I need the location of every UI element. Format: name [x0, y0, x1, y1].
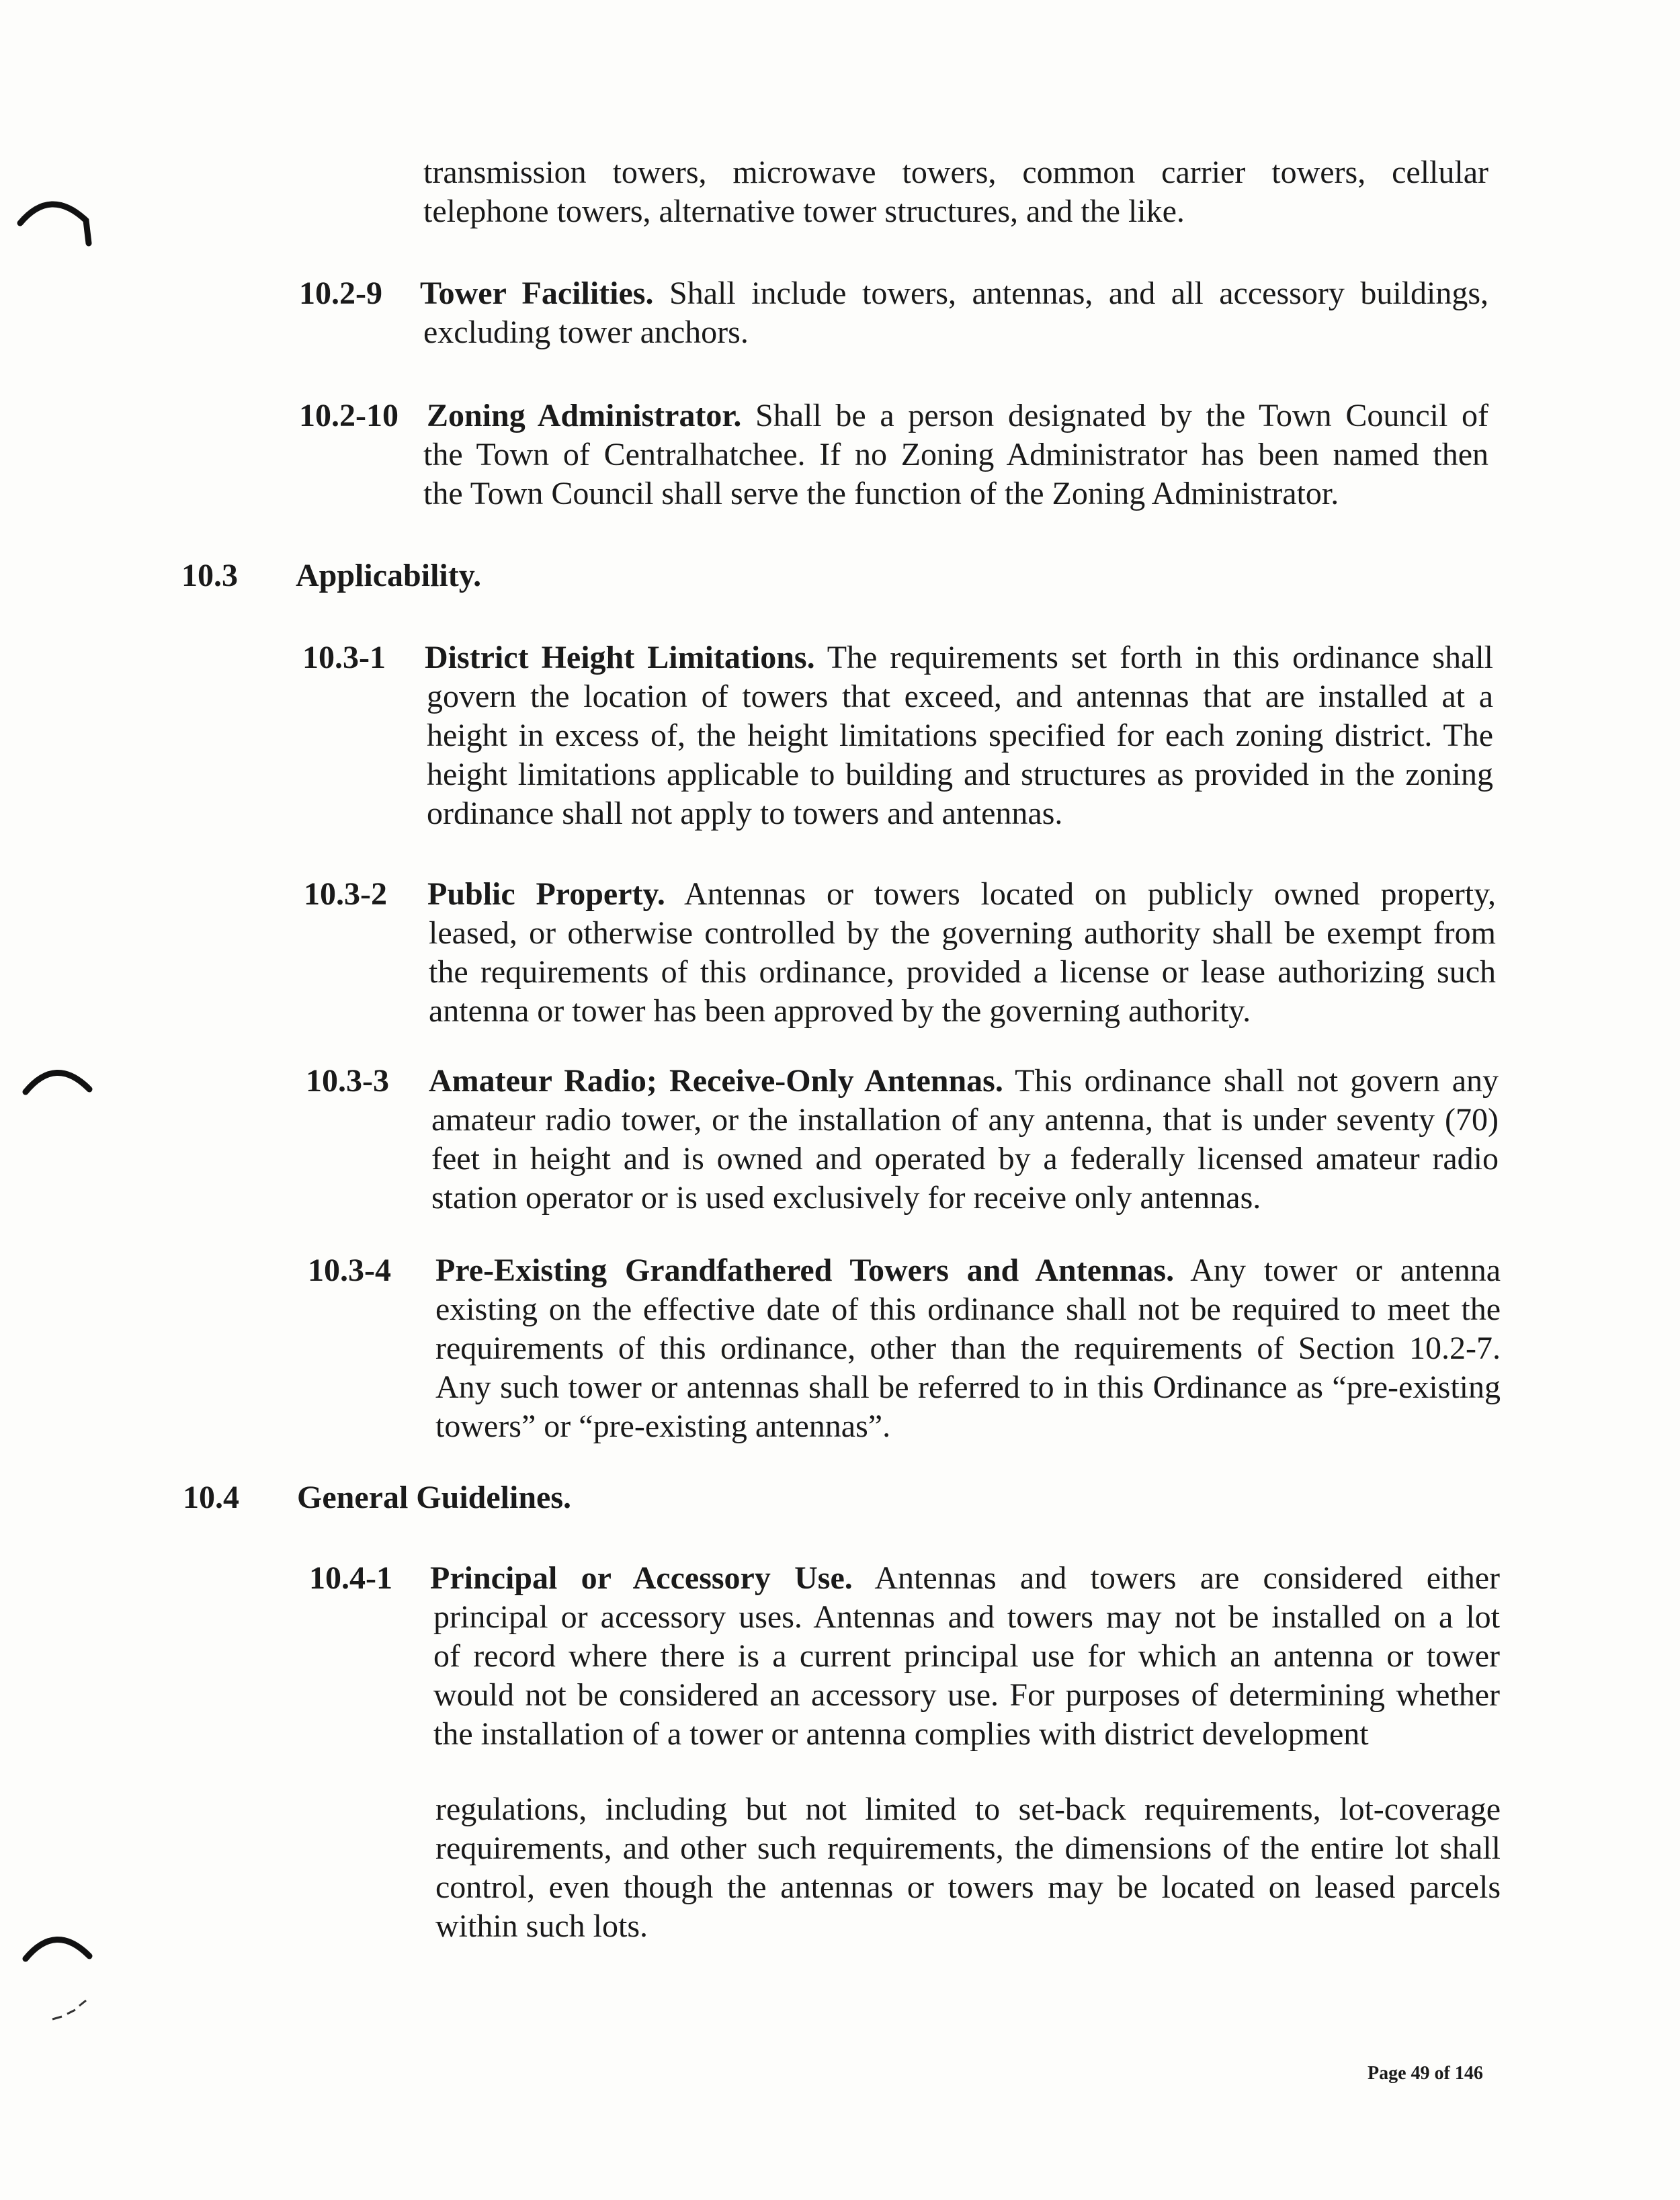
item-line: govern the location of towers that exceed, and antennas that are installed at a — [427, 679, 1493, 714]
item-text: Antennas or towers located on publicly owned property, — [683, 876, 1496, 912]
item-line: feet in height and is owned and operated by a federally licensed amateur radio — [431, 1141, 1499, 1177]
item-line: height limitations applicable to building and structures as provided in the zoning — [427, 757, 1493, 792]
item-text: This ordinance shall not govern any — [1015, 1063, 1499, 1099]
item-number: 10.3-2 — [304, 876, 387, 912]
section-title: Applicability. — [296, 558, 482, 593]
item-term: Principal or Accessory Use. — [430, 1560, 853, 1596]
item-first-line — [427, 396, 1488, 435]
continuation-line: requirements, and other such requirements, the dimensions of the entire lot shall — [435, 1830, 1501, 1866]
section-number: 10.4 — [183, 1480, 239, 1515]
item-first-line — [429, 1062, 1499, 1101]
item-line: antenna or tower has been approved by the governing authority. — [429, 993, 1251, 1029]
item-text: Shall be a person designated by the Town Council of — [755, 398, 1489, 433]
item-line: requirements of this ordinance, other than the requirements of Section 10.2-7. — [435, 1330, 1501, 1366]
item-number: 10.2-9 — [299, 276, 382, 311]
item-line: Any such tower or antennas shall be referred to in this Ordinance as “pre-existing — [435, 1369, 1501, 1405]
item-first-line — [420, 274, 1488, 313]
item-text: Any tower or antenna — [1190, 1253, 1501, 1288]
item-line: principal or accessory uses. Antennas and towers may not be installed on a lot — [433, 1599, 1500, 1635]
continuation-line: regulations, including but not limited to set-back requirements, lot-coverage — [435, 1791, 1501, 1827]
item-first-line — [425, 638, 1493, 677]
item-line: the installation of a tower or antenna complies with district development — [433, 1716, 1369, 1752]
item-line: of record where there is a current principal use for which an antenna or tower — [433, 1638, 1500, 1674]
item-line: station operator or is used exclusively for receive only antennas. — [431, 1180, 1261, 1216]
item-number: 10.3-4 — [308, 1253, 391, 1288]
continuation-line: control, even though the antennas or towers may be located on leased parcels — [435, 1869, 1501, 1905]
item-number: 10.3-1 — [302, 640, 386, 675]
item-line: the Town Council shall serve the function of the Zoning Administrator. — [423, 476, 1339, 511]
item-line: height in excess of, the height limitations specified for each zoning district. The — [427, 718, 1493, 753]
item-first-line — [435, 1251, 1501, 1290]
item-number: 10.4-1 — [309, 1560, 392, 1596]
item-term: District Height Limitations. — [425, 640, 815, 675]
item-first-line — [430, 1559, 1500, 1598]
item-line: the requirements of this ordinance, provided a license or lease authorizing such — [429, 954, 1496, 990]
item-line: the Town of Centralhatchee. If no Zoning Administrator has been named then — [423, 437, 1488, 472]
item-term: Tower Facilities. — [420, 276, 654, 311]
item-line: would not be considered an accessory use. For purposes of determining whether — [433, 1677, 1500, 1713]
intro-line: telephone towers, alternative tower structures, and the like. — [423, 194, 1185, 229]
item-term: Zoning Administrator. — [427, 398, 742, 433]
item-term: Public Property. — [427, 876, 665, 912]
section-title: General Guidelines. — [297, 1480, 571, 1515]
item-line: towers” or “pre-existing antennas”. — [435, 1408, 891, 1444]
item-line: existing on the effective date of this ordinance shall not be required to meet the — [435, 1292, 1501, 1327]
binder-hole-mark-middle — [19, 1052, 99, 1119]
binder-hole-mark-top — [13, 181, 94, 255]
continuation-line: within such lots. — [435, 1908, 648, 1944]
item-term: Amateur Radio; Receive-Only Antennas. — [429, 1063, 1003, 1099]
binder-hole-mark-bottom — [19, 1918, 99, 2026]
section-number: 10.3 — [181, 558, 238, 593]
item-text: The requirements set forth in this ordinance shall — [827, 640, 1493, 675]
item-text: Antennas and towers are considered either — [874, 1560, 1500, 1596]
intro-line: transmission towers, microwave towers, common carrier towers, cellular — [423, 155, 1488, 190]
item-term: Pre-Existing Grandfathered Towers and Antennas. — [435, 1253, 1175, 1288]
item-line: excluding tower anchors. — [423, 314, 749, 350]
item-line: leased, or otherwise controlled by the governing authority shall be exempt from — [429, 915, 1496, 951]
item-line: ordinance shall not apply to towers and antennas. — [427, 796, 1063, 831]
item-text: Shall include towers, antennas, and all accessory buildings, — [669, 276, 1489, 311]
item-number: 10.2-10 — [299, 398, 398, 433]
item-first-line — [427, 875, 1496, 914]
item-line: amateur radio tower, or the installation of any antenna, that is under seventy (70) — [431, 1102, 1499, 1138]
item-number: 10.3-3 — [306, 1063, 389, 1099]
page-number: Page 49 of 146 — [1368, 2063, 1483, 2084]
